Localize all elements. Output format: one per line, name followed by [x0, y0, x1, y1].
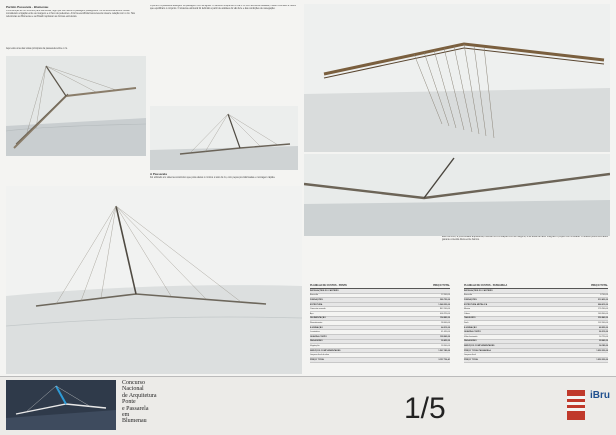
cost-table-passarela-row-label: TABULEIRO [464, 317, 476, 320]
cost-table-passarela [464, 284, 608, 363]
cost-table-ponte-total-label: PREÇO TOTAL [310, 358, 325, 361]
render-view-5 [304, 154, 610, 236]
cost-table-passarela-row-label: ILUMINAÇÃO [464, 326, 477, 329]
cost-table-ponte-row-label: INSTALAÇÕES DO CANTEIRO [310, 289, 339, 292]
cost-table-ponte-row-value: 36.450,00 [441, 340, 450, 343]
cost-table-passarela-row-value: 212.430,00 [597, 298, 608, 301]
cost-table-passarela-row-label: Cabos [464, 312, 470, 315]
cost-table-passarela-row-label: FUNDAÇÕES [464, 298, 477, 301]
cost-table-ponte-row-label: Vegetação [310, 344, 320, 347]
cost-table-ponte-row-label: Aço [310, 312, 314, 315]
cost-table-ponte-row-value: 386.750,00 [439, 298, 450, 301]
cost-table-ponte-row-label: Barracão [310, 294, 319, 297]
cost-table-passarela-row-label: Mastro [464, 308, 471, 311]
cost-table-ponte-row-label: FUNDAÇÕES [310, 298, 323, 301]
cost-table-ponte-row-value: 128.960,00 [439, 335, 450, 338]
passarela-render-2 [150, 106, 298, 170]
cost-table-passarela-row-label: GUARDA-CORPO [464, 331, 481, 334]
col1-caption: Aqui está uma das vistas principais da passarela sobre o rio. [6, 48, 68, 50]
page-number: 1/5 [404, 392, 446, 425]
city-seal-icon [566, 388, 586, 424]
contest-title-line-2: Nacional [122, 386, 144, 393]
cost-table-passarela-total-label: PREÇO TOTAL [464, 358, 479, 361]
cost-table-passarela-row-value: 148.300,00 [597, 312, 608, 315]
cost-table-passarela-row-label: Vidro laminado [464, 335, 478, 338]
cost-table-passarela-row-label: PREÇO TOTAL PASSARELA [464, 349, 491, 352]
cost-table-ponte-row-value: 406.220,00 [439, 312, 450, 315]
cost-table-ponte-row-label: PAVIMENTAÇÃO [310, 317, 326, 320]
cost-table-passarela-row-label: SERVIÇOS COMPLEMENTARES [464, 344, 495, 347]
cost-table-ponte-row-label: PAISAGISMO [310, 340, 323, 343]
contest-title-line-5: e Passarela [122, 405, 149, 412]
cost-table-passarela-row-value: 8.740,00 [600, 294, 608, 297]
cost-table-ponte-total-value: 3.157.736,41 [438, 358, 450, 361]
col2-sub-body: Foi utilizado um sistema construtivo que pode afetar o mínimo o leito do rio, com peças pré-fabricadas e montagem rápida. [150, 177, 276, 179]
cost-table-passarela-row-value: 356.840,00 [597, 317, 608, 320]
ibru-logo: iBru [590, 390, 610, 401]
cost-table-ponte-row-label: ILUMINAÇÃO [310, 326, 323, 329]
cost-table-passarela-total-value: 1.952.330,00 [596, 358, 608, 361]
cost-table-passarela-row-value: 34.180,00 [599, 344, 608, 347]
render-view-3 [304, 4, 610, 152]
cost-table-ponte-row-value: 12.540,00 [441, 294, 450, 297]
cost-table-passarela-total-row [464, 358, 608, 363]
cost-table-passarela-row-label: ESTRUTURA METÁLICA [464, 303, 488, 306]
cost-table-ponte-row-label: Limpeza final da obra [310, 354, 330, 357]
cost-table-passarela-title: PLANILHA DE CUSTOS - PASSARELA [464, 284, 508, 287]
cost-table-ponte-row-value: 1.267.180,00 [438, 349, 450, 352]
cost-table-ponte-row-label: ESTRUTURA [310, 303, 323, 306]
cost-table-passarela-row-value: 48.920,00 [599, 326, 608, 329]
contest-title [122, 380, 157, 425]
cost-table-ponte-row-label: GUARDA-CORPO [310, 335, 327, 338]
cost-table-passarela-row-label: Deck [464, 321, 469, 324]
cost-table-passarela-row-value: 1.952.330,00 [596, 349, 608, 352]
cost-table-passarela-row-value: 96.310,00 [599, 331, 608, 334]
contest-title-line-4: Ponte [122, 399, 136, 406]
cost-table-ponte-row-value: 1.248.320,00 [438, 303, 450, 306]
cost-table-ponte-row-value: 18.900,00 [441, 344, 450, 347]
passarela-render-4 [6, 186, 302, 374]
contest-title-line-7: Blumenau [122, 418, 147, 425]
cost-table-ponte-row-value: 154.880,00 [439, 317, 450, 320]
render-view-4 [6, 186, 302, 374]
contest-title-line-6: em [122, 412, 130, 419]
cost-table-ponte-row-value: 842.100,00 [439, 308, 450, 311]
cost-table-passarela-row-value: 984.610,00 [597, 303, 608, 306]
cost-table-passarela-row-label: Barracão [464, 294, 473, 297]
cost-table-ponte-row-label: Revestimento [310, 321, 323, 324]
render-view-2 [150, 106, 298, 170]
passarela-render-3 [304, 4, 610, 152]
col2-sub-heading: A Passarela [150, 172, 167, 176]
cost-table-ponte-total-row [310, 358, 450, 363]
cost-table-ponte-row-label: Concreto armado [310, 308, 326, 311]
cost-table-passarela-row-label: INSTALAÇÕES DO CANTEIRO [464, 289, 493, 292]
col1-body: A construção de um símbolo para Blumenau, algo que vai marcar a paisagem paisagística. Os dimensionamentos iniciais consideram a ligação entre as margens e o fluxo de pedestres. A forma escolhida busca leveza visual e relação com o rio. Tais referências ao Blumenau e ao Brasil inspiraram as formas estruturais. [6, 10, 135, 18]
contest-title-line-1: Concurso [122, 380, 145, 386]
cost-table-passarela-row-value: 176.200,00 [597, 308, 608, 311]
contest-title-line-3: de Arquitetura [122, 392, 157, 399]
cost-table-passarela-row-label: Limpeza final [464, 354, 476, 357]
cost-table-ponte-col-total: PREÇO TOTAL [433, 284, 450, 287]
cost-table-ponte-row-value: 64.210,00 [441, 326, 450, 329]
cost-table-passarela-row-value: 54.720,00 [599, 335, 608, 338]
col3-body: Este conforto, a proximidade arquitetural, imita ao rio e a relação com as margens, e as áreas de lazer integram o projeto com a cidade. O acesso pelos dois lados garante conexão direta entre bairros. [442, 236, 608, 241]
cost-table-passarela-col-total: PREÇO TOTAL [591, 284, 608, 287]
cost-table-ponte-row-value: 41.030,00 [441, 331, 450, 334]
cost-table-ponte-row-label: Luminárias [310, 331, 320, 334]
cost-table-passarela-row-value: 102.500,00 [597, 321, 608, 324]
passarela-render-5 [304, 154, 610, 236]
contest-logo [6, 380, 116, 430]
cost-table-ponte-row-label: SERVIÇOS COMPLEMENTARES [310, 349, 341, 352]
col1-heading: Partido Passarela - Blumenau [6, 5, 49, 9]
cost-table-passarela-row-label: PAISAGISMO [464, 340, 477, 343]
col2-body: A ponte é a passarela dialogam na paisagem com as águas. O tabuleiro suspenso cruza o rio com estrutura estaiada, mastro inclinado e cabos que equilibram o conjunto. O sistema estrutural foi definido a partir de análises do vão livre e das condições de navegação. [150, 5, 296, 10]
render-view-1 [6, 56, 146, 156]
passarela-render-1 [6, 56, 146, 156]
cost-table-ponte-title: PLANILHA DE CUSTOS - PONTE [310, 284, 347, 287]
cost-table-passarela-row-value: 28.640,00 [599, 340, 608, 343]
bridge-logo-icon [6, 380, 116, 430]
cost-table-ponte-row-value: 98.400,00 [441, 321, 450, 324]
cost-table-ponte [310, 284, 450, 363]
